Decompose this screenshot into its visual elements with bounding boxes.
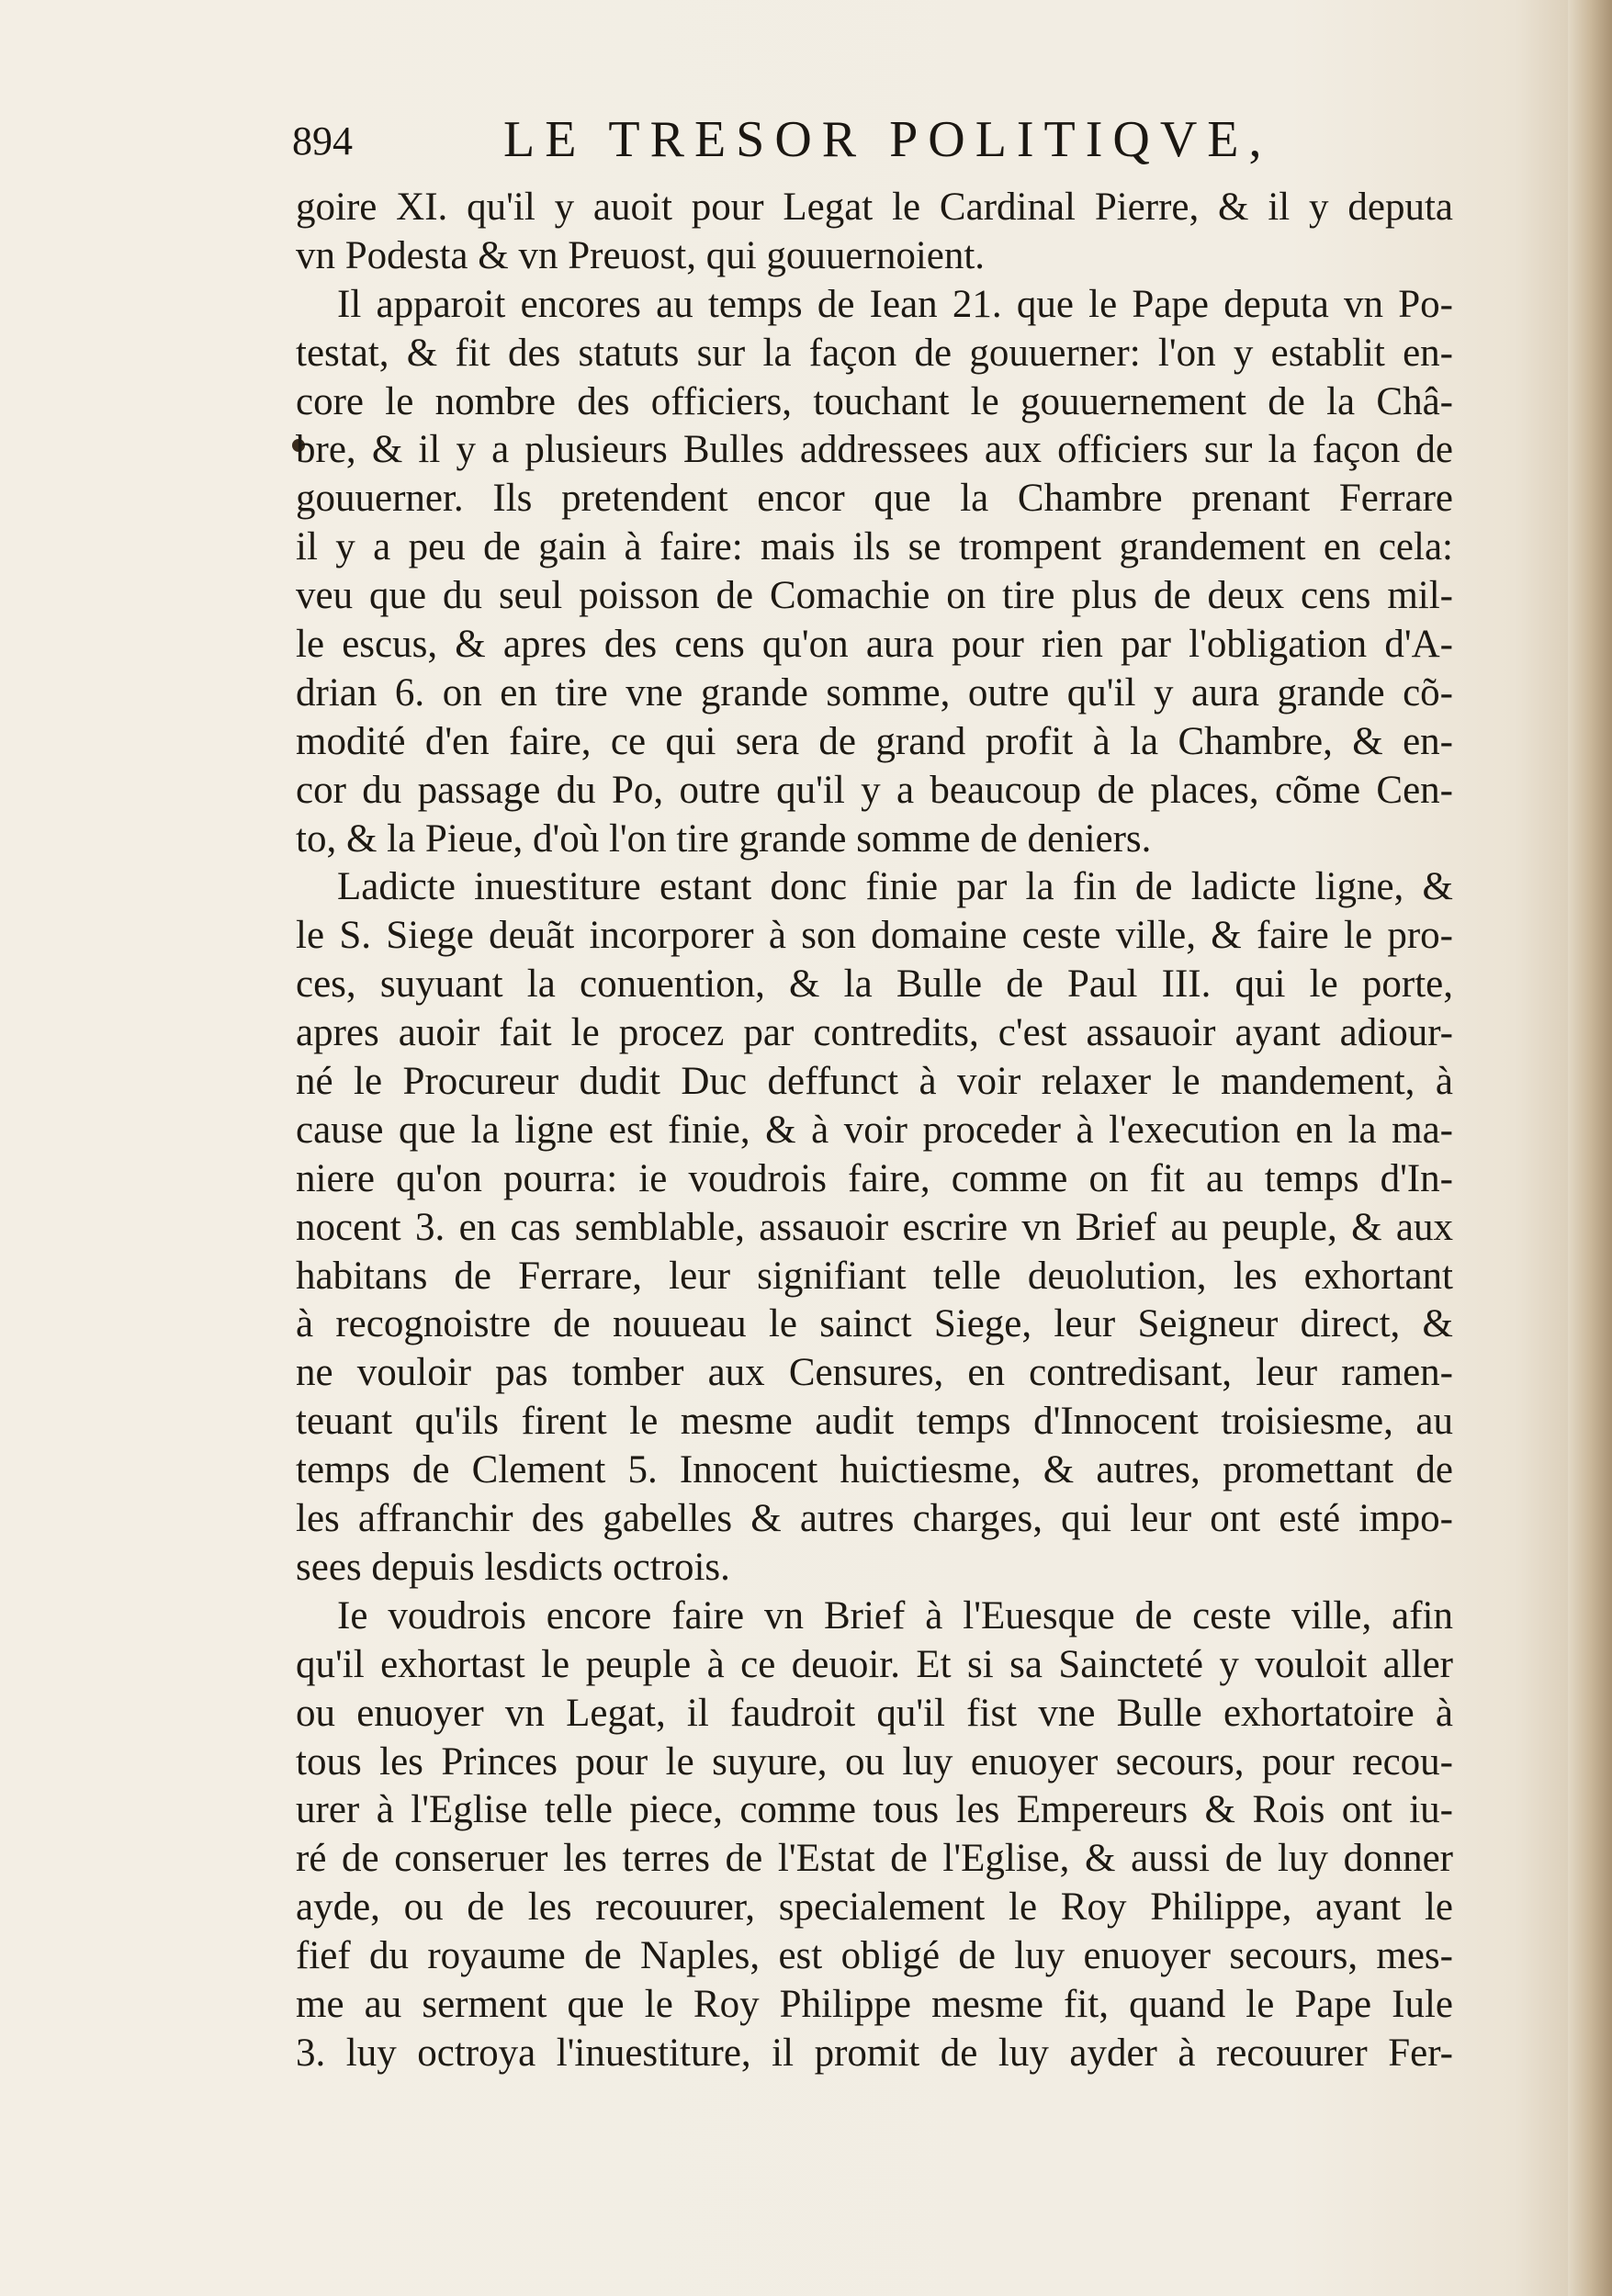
- text-line: ou enuoyer vn Legat, il faudroit qu'il fist vne Bulle exhortatoire à: [296, 1691, 1453, 1735]
- page-header: [292, 110, 1302, 174]
- text-line: drian 6. on en tire vne grande somme, outre qu'il y aura grande cõ-: [296, 670, 1453, 715]
- text-line: me au serment que le Roy Philippe mesme fit, quand le Pape Iule: [296, 1982, 1453, 2026]
- text-line: apres auoir fait le procez par contredits, c'est assauoir ayant adiour-: [296, 1011, 1453, 1055]
- text-line: fief du royaume de Naples, est obligé de luy enuoyer secours, mes-: [296, 1934, 1453, 1978]
- text-line: 3. luy octroya l'inuestiture, il promit de luy ayder à recouurer Fer-: [296, 2031, 1453, 2075]
- text-line: ré de conseruer les terres de l'Estat de l'Eglise, & aussi de luy donner: [296, 1837, 1453, 1881]
- text-line: qu'il exhortast le peuple à ce deuoir. Et si sa Saincteté y vouloit aller: [296, 1642, 1453, 1686]
- text-line: sees depuis lesdicts octrois.: [296, 1545, 730, 1589]
- text-line: cause que la ligne est finie, & à voir proceder à l'execution en la ma-: [296, 1108, 1453, 1152]
- text-line: ayde, ou de les recouurer, specialement le Roy Philippe, ayant le: [296, 1885, 1453, 1930]
- text-line: les affranchir des gabelles & autres charges, qui leur ont esté impo-: [296, 1497, 1453, 1541]
- text-line: gouuerner. Ils pretendent encor que la Chambre prenant Ferrare: [296, 477, 1453, 521]
- text-line: le S. Siege deuãt incorporer à son domaine ceste ville, & faire le pro-: [296, 914, 1453, 958]
- running-title: LE TRESOR POLITIQVE,: [503, 111, 1272, 168]
- text-line: cor du passage du Po, outre qu'il y a beaucoup de places, cõme Cen-: [296, 768, 1453, 812]
- text-line: vn Podesta & vn Preuost, qui gouuernoient.: [296, 233, 986, 277]
- text-line: goire XI. qu'il y auoit pour Legat le Cardinal Pierre, & il y deputa: [296, 186, 1453, 229]
- text-line: temps de Clement 5. Innocent huictiesme, & autres, promettant de: [296, 1448, 1453, 1492]
- text-line: à recognoistre de nouueau le sainct Siege, leur Seigneur direct, &: [296, 1302, 1453, 1346]
- text-line: urer à l'Eglise telle piece, comme tous les Empereurs & Rois ont iu-: [296, 1788, 1453, 1832]
- text-line: niere qu'on pourra: ie voudrois faire, comme on fit au temps d'In-: [296, 1156, 1453, 1200]
- text-line: teuant qu'ils firent le mesme audit temps d'Innocent troisiesme, au: [296, 1400, 1453, 1444]
- text-line: Ladicte inuestiture estant donc finie par la fin de ladicte ligne, &: [337, 865, 1453, 909]
- text-line: ces, suyuant la conuention, & la Bulle de Paul III. qui le porte,: [296, 962, 1453, 1007]
- text-line: né le Procureur dudit Duc deffunct à voir relaxer le mandement, à: [296, 1060, 1453, 1104]
- text-line: veu que du seul poisson de Comachie on tire plus de deux cens mil-: [296, 574, 1453, 618]
- text-line: Il apparoit encores au temps de Iean 21. que le Pape deputa vn Po-: [337, 282, 1453, 326]
- text-line: ne vouloir pas tomber aux Censures, en contredisant, leur ramen-: [296, 1351, 1453, 1395]
- text-line: habitans de Ferrare, leur signifiant telle deuolution, les exhortant: [296, 1254, 1453, 1298]
- text-line: le escus, & apres des cens qu'on aura pour rien par l'obligation d'A-: [296, 623, 1453, 667]
- text-line: bre, & il y a plusieurs Bulles addressees aux officiers sur la façon de: [296, 428, 1453, 472]
- text-line: tous les Princes pour le suyure, ou luy enuoyer secours, pour recou-: [296, 1739, 1453, 1784]
- text-line: nocent 3. en cas semblable, assauoir escrire vn Brief au peuple, & aux: [296, 1205, 1453, 1249]
- text-line: to, & la Pieue, d'où l'on tire grande somme de deniers.: [296, 816, 1152, 861]
- page-gutter-edge: [1568, 0, 1612, 2296]
- page-number: 894: [292, 118, 353, 163]
- text-line: Ie voudrois encore faire vn Brief à l'Euesque de ceste ville, afin: [337, 1593, 1453, 1638]
- text-line: modité d'en faire, ce qui sera de grand profit à la Chambre, & en-: [296, 719, 1453, 763]
- body-text: [296, 184, 1453, 2078]
- text-line: testat, & fit des statuts sur la façon de gouuerner: l'on y establit en-: [296, 331, 1453, 375]
- text-line: core le nombre des officiers, touchant le gouuernement de la Châ-: [296, 379, 1453, 423]
- text-line: il y a peu de gain à faire: mais ils se trompent grandement en cela:: [296, 525, 1453, 569]
